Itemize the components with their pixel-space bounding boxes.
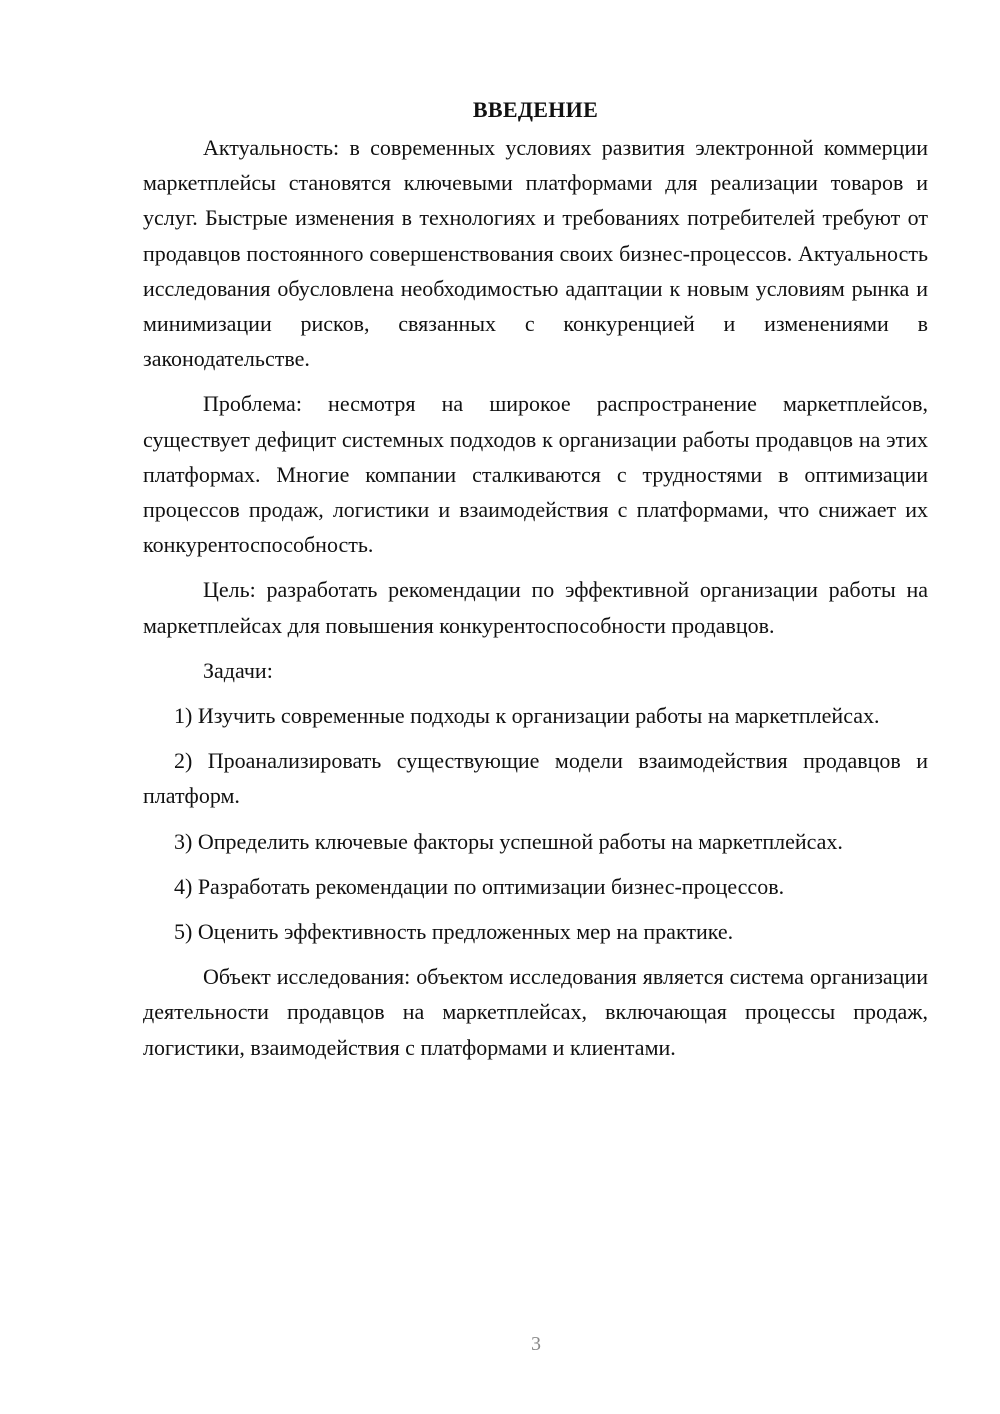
paragraph-object: Объект исследования: объектом исследования является система организации деятельности продавцов на маркетплейсах, включающая процессы продаж, логистики, взаимодействия с платформами и клиентами. <box>143 964 928 1060</box>
document-page <box>143 92 928 1075</box>
task-item-4: 4) Разработать рекомендации по оптимизации бизнес-процессов. <box>174 873 785 899</box>
paragraph-relevance: Актуальность: в современных условиях развития электронной коммерции маркетплейсы становятся ключевыми платформами для реализации товаров и услуг. Быстрые изменения в технологиях и требованиях потребителей требуют от продавцов постоянного совершенствования своих бизнес-процессов. Актуальность исследования обусловлена необходимостью адаптации к новым условиям рынка и минимизации рисков, связанных с конкуренцией и изменениями в законодательстве. <box>143 135 928 372</box>
tasks-heading: Задачи: <box>203 657 273 683</box>
task-item-3: 3) Определить ключевые факторы успешной работы на маркетплейсах. <box>174 828 843 854</box>
paragraph-goal: Цель: разработать рекомендации по эффективной организации работы на маркетплейсах для повышения конкурентоспособности продавцов. <box>143 577 928 638</box>
paragraph-problem: Проблема: несмотря на широкое распространение маркетплейсов, существует дефицит системных подходов к организации работы продавцов на этих платформах. Многие компании сталкиваются с трудностями в оптимизации процессов продаж, логистики и взаимодействия с платформами, что снижает их конкурентоспособность. <box>143 391 928 558</box>
page-number: 3 <box>531 1333 541 1355</box>
page-title: ВВЕДЕНИЕ <box>472 97 599 122</box>
task-item-1: 1) Изучить современные подходы к организации работы на маркетплейсах. <box>174 703 880 729</box>
tasks-list <box>143 698 928 949</box>
task-item-5: 5) Оценить эффективность предложенных мер на практике. <box>174 919 734 945</box>
task-item-2: 2) Проанализировать существующие модели взаимодействия продавцов и платформ. <box>143 748 928 809</box>
